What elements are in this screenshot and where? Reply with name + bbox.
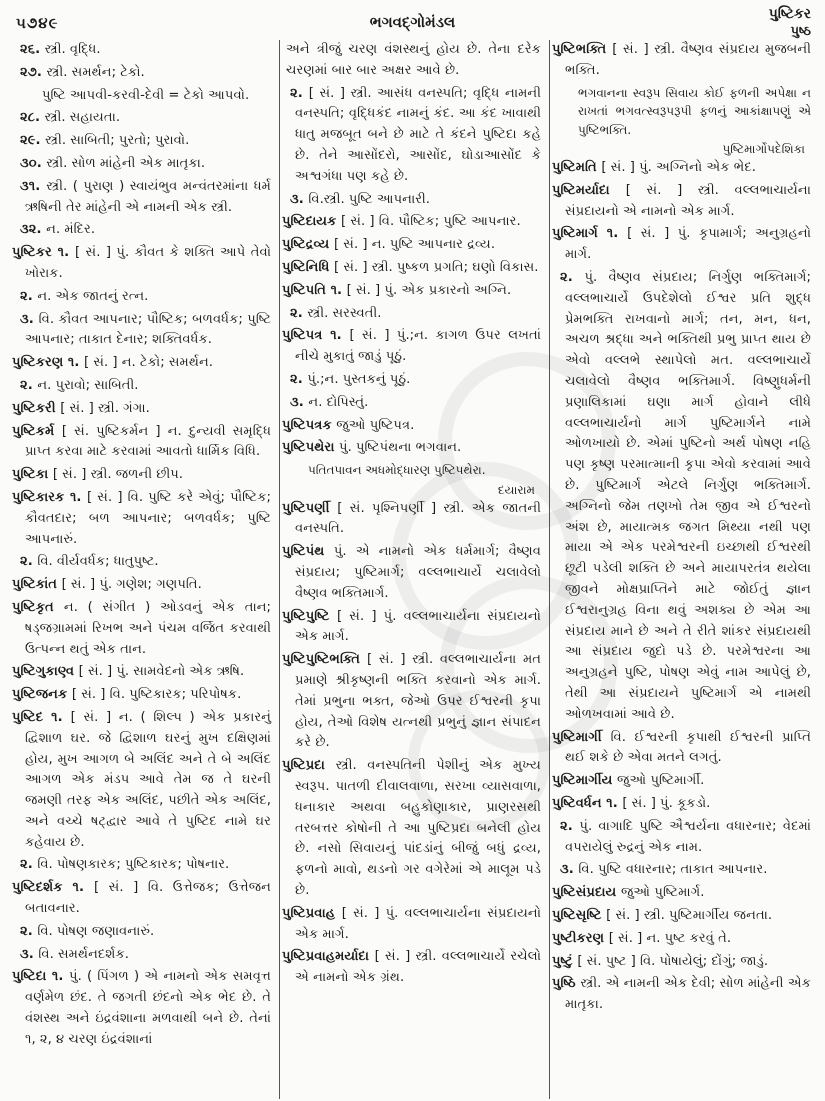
dictionary-sense: ૨. પું.;ન. પુસ્તકનું પૂઠું.: [290, 371, 411, 387]
headword: પુષ્ટિદ ૧.: [12, 709, 71, 725]
dictionary-entry: પુષ્ટિમાર્ગીય જુઓ પુષ્ટિમાર્ગી.: [552, 773, 705, 789]
dictionary-sense: ૩૧. સ્ત્રી. ( પુરાણ ) સ્વાયંભુવ મન્વંતરમાંના ધર્મ ઋષિની તેર માંહેની એ નામની એક સ્ત્રી.: [20, 178, 271, 215]
headword: ૨૯.: [20, 133, 46, 149]
dictionary-entry: પુષ્ટિમાર્ગી વિ. ઈશ્વરની કૃપાથી ઈશ્વરની પ્રાપ્તિ થઈ શકે છે એવા મતને લગતું.: [552, 729, 811, 766]
citation-attribution: દયારામ: [497, 482, 535, 497]
headword: ૨.: [20, 288, 38, 304]
headword: પુષ્ટિમર્યાદા: [552, 182, 626, 198]
dictionary-sense: ૨. સ્ત્રી. સરસ્વતી.: [290, 305, 382, 321]
dictionary-entry: પુષ્ટિદર્શક ૧. [ સં. ] વિ. ઉત્તેજક; ઉત્તેજન બતાવનાર.: [12, 880, 271, 917]
dictionary-entry: પુષ્ટિપતિ ૧. [ સં. ] પું. એક પ્રકારનો અગ્નિ.: [282, 282, 512, 298]
dictionary-entry: પુષ્ટિસૃષ્ટિ [ સં. ] સ્ત્રી. પુષ્ટિમાર્ગીય જનતા.: [552, 907, 773, 923]
dictionary-entry: પુષ્ટિકર ૧. [ સં. ] પું. કૌવત કે શક્તિ આપે તેવો ખોરાક.: [12, 245, 271, 281]
headword: ૨.: [290, 371, 308, 387]
headword: પુષ્ટિમાર્ગી: [552, 729, 611, 745]
headword: ૨.: [290, 305, 308, 321]
dictionary-entry: પુષ્ટિકા [ સં. ] સ્ત્રી. જળની છીપ.: [12, 467, 183, 483]
dictionary-entry: પુષ્ટિજનક [ સં. ] વિ. પુષ્ટિકારક; પરિપોષક.: [12, 687, 242, 703]
headword: ૨૭.: [20, 64, 47, 80]
dictionary-sense: ૨. વિ. પોષણ જણાવનારું.: [20, 923, 155, 939]
dictionary-sense: ૨. ન. પુરાવો; સાબિતી.: [20, 377, 139, 393]
dictionary-sense: ૩. વિ.સ્ત્રી. પુષ્ટિ આપનારી.: [290, 191, 430, 207]
dictionary-sense: ૩. વિ. સમર્થનદર્શક.: [20, 946, 129, 962]
headword: ૨.: [20, 923, 38, 939]
column-2: [280, 40, 549, 1099]
dictionary-sense: ૩. ન. દોપિસ્તું.: [290, 394, 369, 410]
headword: પુષ્ટિકર ૧.: [12, 245, 75, 261]
headword: પુષ્ટિપુષ્ટિ: [282, 608, 337, 624]
headword: પુષ્ટિનિધિ: [282, 259, 334, 275]
headword: ૨.: [20, 554, 38, 570]
dictionary-entry: પુષ્ટિપુષ્ટિભક્તિ [ સં. ] સ્ત્રી. વલ્લભાચાર્યના મત પ્રમાણે શ્રીકૃષ્ણની ભક્તિ કરવાનો એક માર્ગ. તેમાં પ્રભુના ભક્ત, જેઓ ઉપર ઈશ્વરની કૃપા હોય, તેઓ વિશેષ યત્નથી પ્રભુનું જ્ઞાન સંપાદન કરે છે.: [282, 652, 541, 751]
headword: પુષ્ટિમાર્ગીય: [552, 773, 618, 789]
headword: પુષ્ટિદ્રવ્ય: [282, 237, 334, 253]
dictionary-cont: અને ત્રીજું ચરણ વંશસ્થનું હોય છે. તેના દરેક ચરણમાં બાર બાર અક્ષર આવે છે.: [286, 42, 541, 78]
headword: પુષ્ટિપત્ર ૧.: [282, 328, 350, 344]
column-3: [550, 40, 819, 1099]
page-number: ૫૭૪૯: [16, 14, 59, 32]
headword: પુષ્ટિકર્મ: [12, 423, 62, 439]
headword: ૩.: [290, 394, 309, 410]
headword: ૨.: [20, 857, 38, 873]
headword: પુષ્ટીકરણ: [552, 930, 609, 946]
headword: પુષ્ટિદર્શક ૧.: [12, 880, 94, 896]
dictionary-columns: [10, 40, 819, 1099]
headword: પુષ્ટિપ્રવાહમર્યાદા: [282, 949, 375, 965]
headword: પુષ્ટિપ્રવાહ: [282, 905, 342, 921]
dictionary-entry: પુષ્ટિપુષ્ટિ [ સં. ] પું. વલ્લભાચાર્યના સંપ્રદાયનો એક માર્ગ.: [282, 608, 541, 645]
citation-quote: પતિતપાવન અધમોદ્ધારણ પુષ્ટિપથેરા.: [308, 463, 486, 478]
dictionary-sense: ૨. પું. વાગાદિ પુષ્ટિ ઐશ્વર્યના વધારનાર; વેદમાં વપરાયેલું રુદ્રનું એક નામ.: [560, 818, 811, 855]
dictionary-entry: પુષ્ટિપત્ર ૧. [ સં. ] પું.;ન. કાગળ ઉપર લખતાં નીચે મુકાતું જાડું પૂઠું.: [282, 328, 541, 365]
headword: પુષ્ટિપત્રક: [282, 417, 337, 433]
headword: પુષ્ટિપુષ્ટિભક્તિ: [282, 652, 368, 668]
dictionary-entry: પુષ્ટિકારક ૧. [ સં. ] વિ. પુષ્ટિ કરે એવું; પૌષ્ટિક; કૌવતદાર; બળ આપનાર; બળવર્ધક; પુષ્ટિ આપનારું.: [12, 489, 271, 547]
dictionary-sense: ૨૬. સ્ત્રી. વૃદ્ધિ.: [20, 42, 101, 57]
dictionary-sense: ૩૦. સ્ત્રી. સોળ માંહેની એક માતૃકા.: [20, 155, 206, 171]
dictionary-sense: ૩. વિ. કૌવત આપનાર; પૌષ્ટિક; બળવર્ધક; પુષ્ટિ આપનાર; તાકાત દેનાર; શક્તિવર્ધક.: [20, 311, 272, 348]
dictionary-entry: પુષ્ટિકરણ ૧. [ સં. ] ન. ટેકો; સમર્થન.: [12, 355, 213, 371]
dictionary-entry: પુષ્ટિપ્રવાહ [ સં. ] પું. વલ્લભાચાર્યના સંપ્રદાયનો એક માર્ગ.: [282, 905, 542, 942]
headword: પુષ્ટિકાંત: [12, 577, 62, 593]
dictionary-entry: પુષ્ટિગુકાણ્વ [ સં. ] પું. સામવેદનો એક ઋષિ.: [12, 664, 245, 680]
dictionary-sense: ૨. વિ. પોષણકારક; પુષ્ટિકારક; પોષનાર.: [20, 857, 230, 873]
dictionary-entry: પુષ્ટિપર્ણી [ સં. પૃશ્નિપર્ણી ] સ્ત્રી. એક જાતની વનસ્પતિ.: [282, 500, 541, 537]
headword: પુષ્ટિભક્તિ: [552, 42, 613, 57]
dictionary-entry: પુષ્ટિપંથ પું. એ નામનો એક ધર્મમાર્ગ; વૈષ્ણવ સંપ્રદાય; પુષ્ટિમાર્ગ; વલ્લભાચાર્યે ચલાવેલો વૈષ્ણવ ભક્તિમાર્ગ.: [282, 544, 541, 601]
catchwords: [769, 6, 811, 40]
headword: પુષ્ટિમાર્ગ ૧.: [552, 226, 628, 242]
dictionary-sense: ૨૯. સ્ત્રી. સાબિતી; પુરતો; પુરાવો.: [20, 133, 190, 149]
citation-quote: ભગવાનના સ્વરૂપ સિવાય કોઈ ફળની અપેક્ષા ન રાખતાં ભગવત્સ્વરૂપરૂપી ફળનું આકાંક્ષાપણું એ પુષ્ટિભક્તિ.: [578, 85, 811, 137]
dictionary-entry: પુષ્ટું [ સં. પુષ્ટ ] વિ. પોષાયેલું; દોંગું; જાડું.: [552, 953, 769, 969]
headword: ૨.: [560, 818, 580, 834]
dictionary-entry: પુષ્ટિભક્તિ [ સં. ] સ્ત્રી. વૈષ્ણવ સંપ્રદાય મુજબની ભક્તિ.: [552, 42, 811, 78]
headword: ૩.: [560, 862, 579, 878]
dictionary-entry: પુષ્ટિમતિ [ સં. ] પું. અગ્નિનો એક ભેદ.: [552, 160, 756, 176]
headword: પુષ્ટિપ્રદા: [282, 758, 336, 774]
dictionary-entry: પુષ્ઠિ સ્ત્રી. એ નામની એક દેવી; સોળ માંહેની એક માતૃકા.: [552, 976, 811, 1013]
dictionary-sense: ૨૮. સ્ત્રી. સહાયતા.: [20, 110, 121, 126]
dictionary-entry: પુષ્ટિકૃત ન. ( સંગીત ) ઓડવનું એક તાન; ષડ્જગ્રામમાં રિખભ અને પંચમ વર્જિત કરવાથી ઉત્પન્ન થતું એક તાન.: [12, 599, 272, 657]
dictionary-sense: ૩. વિ. પુષ્ટિ વધારનાર; તાકાત આપનાર.: [560, 862, 768, 878]
dictionary-entry: પુષ્ટિકર્મ [ સં. પુષ્ટિકર્મન ] ન. દુન્યવી સમૃદ્ધિ પ્રાપ્ત કરવા માટે કરવામાં આવતો ધાર્મિક વિધિ.: [12, 423, 271, 460]
dictionary-entry: પુષ્ટિદ્રવ્ય [ સં. ] ન. પુષ્ટિ આપનાર દ્રવ્ય.: [282, 237, 496, 253]
headword: પુષ્ટિપર્ણી: [282, 500, 338, 516]
dictionary-entry: પુષ્ટિકરી [ સં. ] સ્ત્રી. ગંગા.: [12, 400, 150, 416]
headword: પુષ્ટિસંપ્રદાય: [552, 885, 621, 901]
headword: પુષ્ટિપથેરા: [282, 440, 340, 456]
headword: પુષ્ટિદા ૧.: [12, 969, 70, 985]
dictionary-entry: પુષ્ટિપ્રદા સ્ત્રી. વનસ્પતિની પેશીનું એક મુખ્ય સ્વરૂપ. પાતળી દીવાલવાળા, સરખા વ્યાસવાળા, ધનાકાર અથવા બહુકોણાકાર, પ્રાણરસથી તરબત્તર કોષોની તે આ પુષ્ટિપ્રદા બનેલી હોય છે. નસો સિવાયનું પાંદડાંનું બીજું બધું દ્રવ્ય, ફળનો માવો, થડનો ગર વગેરેમાં એ માલૂમ પડે છે.: [282, 758, 541, 898]
headword: ૩.: [290, 191, 309, 207]
dictionary-entry: પુષ્ટિકાંત [ સં. ] પું. ગણેશ; ગણપતિ.: [12, 577, 202, 593]
dictionary-sense: ૨. પું. વૈષ્ણવ સંપ્રદાય; નિર્ગુણ ભક્તિમાર્ગ; વલ્લભાચાર્યે ઉપદેશેલો ઈશ્વર પ્રતિ શુદ્ધ પ્રેમભક્તિ રાખવાનો માર્ગ; તન, મન, ધન, અચળ શ્રદ્ધા અને ભક્તિથી પ્રભુ પ્રાપ્ત થાય છે એવો વલ્લભે સ્થાપેલો મત. વલ્લભાચાર્યે ચલાવેલો વૈષ્ણવ ભક્તિમાર્ગ. વિષ્ણુધર્મની પ્રણાલિકામાં ઘણા માર્ગ હોવાને લીધે વલ્લભાચાર્યનો માર્ગ પુષ્ટિમાર્ગને નામે ઓળખાયો છે. એમાં પુષ્ટિનો અર્થ પોષણ નહિ પણ કૃષ્ણ પરમાત્માની કૃપા એવો કરવામાં આવે છે. પુષ્ટિમાર્ગ એટલે નિર્ગુણ ભક્તિમાર્ગ. અગ્નિનો જેમ તણખો તેમ જીવ એ ઈશ્વરનો અંશ છે, માયાત્મક જગત મિથ્યા નથી પણ માયા એ એક પરમેશ્વરની ઇચ્છાથી ઈશ્વરથી છૂટી પડેલી શક્તિ છે અને માયાપરતંત્ર થયેલા જીવને મોક્ષપ્રાપ્તિને માટે જોઈતું જ્ઞાન ઈશ્વરાનુગ્રહ વિના થવું અશક્ય છે એમ આ સંપ્રદાય માને છે અને તે રીતે શાંકર સંપ્રદાયથી આ સંપ્રદાય જુદો પડે છે. પરમેશ્વરના આ અનુગ્રહને પુષ્ટિ, પોષણ એવું નામ આપેલું છે, તેથી આ સંપ્રદાયને પુષ્ટિમાર્ગ એ નામથી ઓળખવામાં આવે છે.: [560, 270, 811, 722]
headword: પુષ્ટું: [552, 953, 578, 969]
dictionary-sense: ૨. ન. એક જાતનું રત્ન.: [20, 288, 149, 304]
dictionary-entry: પુષ્ટીકરણ [ સં. ] ન. પુષ્ટ કરવું તે.: [552, 930, 732, 946]
headword: પુષ્ટિકરી: [12, 400, 61, 416]
catchword-last: પુષ્ઠ: [790, 24, 811, 39]
headword: ૨.: [290, 85, 309, 101]
headword: પુષ્ઠિ: [552, 976, 581, 992]
headword: ૨.: [20, 377, 38, 393]
dictionary-entry: પુષ્ટિમર્યાદા [ સં. ] સ્ત્રી. વલ્લભાચાર્યના સંપ્રદાયનો એ નામનો એક માર્ગ.: [552, 182, 811, 219]
book-title: ભગવદ્ગોમંડલ: [369, 13, 456, 31]
dictionary-entry: પુષ્ટિપત્રક જુઓ પુષ્ટિપત્ર.: [282, 417, 415, 433]
headword: પુષ્ટિકૃત: [12, 599, 64, 615]
dictionary-entry: પુષ્ટિવર્ધન ૧. [ સં. ] પું. કૂકડો.: [552, 796, 711, 811]
catchword-first: પુષ્ટિકર: [768, 6, 811, 22]
dictionary-sense: ૨૭. સ્ત્રી. સમર્થન; ટેકો.: [20, 64, 145, 80]
dictionary-entry: પુષ્ટિદ ૧. [ સં. ] ન. ( શિલ્પ ) એક પ્રકારનું દ્વિશાળ ઘર. જે દ્વિશાળ ઘરનું મુખ દક્ષિણમાં હોય, મુખ આગળ બે અલિંદ અને તે બે અલિંદ આગળ એક મંડપ આવે તેમ જ તે ઘરની જમણી તરફ એક અલિંદ, પછીતે એક અલિંદ, અને વચ્ચે ષટ્દ્વાર આવે તે પુષ્ટિદ નામે ઘર કહેવાય છે.: [12, 709, 271, 850]
dictionary-entry: પુષ્ટિપથેરા પું. પુષ્ટિપંથના ભગવાન.: [282, 440, 462, 456]
headword: ૨૬.: [20, 42, 45, 57]
dictionary-entry: પુષ્ટિદા ૧. પું. ( પિંગળ ) એ નામનો એક સમવૃત્ત વર્ણમેળ છંદ. તે જગતી છંદનો એક ભેદ છે. તે વંશસ્થ અને ઇંદ્રવંશાના મળવાથી બને છે. તેનાં ૧, ૨, ૪ ચરણ ઇંદ્રવંશાનાં: [12, 969, 271, 1047]
headword: ૩૨.: [20, 222, 47, 238]
dictionary-entry: પુષ્ટિમાર્ગ ૧. [ સં. ] પું. કૃપામાર્ગ; અનુગ્રહનો માર્ગ.: [552, 226, 811, 263]
headword: ૩૦.: [20, 155, 47, 171]
headword: પુષ્ટિવર્ધન ૧.: [552, 796, 623, 811]
headword: પુષ્ટિકા: [12, 467, 53, 483]
dictionary-sense: ૨. વિ. વીર્યવર્ધક; ધાતુપુષ્ટ.: [20, 554, 159, 570]
column-1: [10, 40, 279, 1099]
headword: પુષ્ટિગુકાણ્વ: [12, 664, 79, 680]
dictionary-idiom: પુષ્ટિ આપવી-કરવી-દેવી = ટેકો આપવો.: [42, 87, 250, 103]
dictionary-entry: પુષ્ટિપ્રવાહમર્યાદા [ સં. ] સ્ત્રી. વલ્લભાચાર્યે રચેલો એ નામનો એક ગ્રંથ.: [282, 949, 541, 986]
headword: પુષ્ટિકરણ ૧.: [12, 355, 84, 371]
headword: પુષ્ટિજનક: [12, 687, 72, 703]
citation-attribution: પુષ્ટિમાર્ગોપદેશિકા: [722, 142, 805, 157]
headword: ૨૮.: [20, 110, 45, 126]
headword: પુષ્ટિપતિ ૧.: [282, 282, 347, 298]
headword: ૩.: [20, 946, 39, 962]
dictionary-sense: ૩૨. ન. મંદિર.: [20, 222, 96, 238]
dictionary-entry: પુષ્ટિનિધિ [ સં. ] સ્ત્રી. પુષ્કળ પ્રગતિ; ઘણો વિકાસ.: [282, 259, 539, 275]
dictionary-entry: પુષ્ટિદાયક [ સં. ] વિ. પૌષ્ટિક; પુષ્ટિ આપનાર.: [282, 214, 521, 230]
headword: પુષ્ટિકારક ૧.: [12, 489, 87, 505]
headword: ૩.: [20, 311, 39, 327]
headword: ૩૧.: [20, 178, 47, 194]
dictionary-entry: પુષ્ટિસંપ્રદાય જુઓ પુષ્ટિમાર્ગ.: [552, 885, 705, 901]
headword: પુષ્ટિમતિ: [552, 160, 602, 176]
dictionary-sense: ૨. [ સં. ] સ્ત્રી. આસંધ વનસ્પતિ; વૃદ્ધિ નામની વનસ્પતિ; વૃદ્ધિકંદ નામનું કંદ. આ કંદ ખાવાથી ધાતુ મજબૂત બને છે માટે તે કંદને પુષ્ટિદા કહે છે. તેને આસોંદરો, આસોંદ, ઘોડાઆસોંદ કે અશ્વગંધા પણ કહે છે.: [290, 85, 541, 184]
headword: ૨.: [560, 270, 585, 286]
headword: પુષ્ટિસૃષ્ટિ: [552, 907, 607, 923]
headword: પુષ્ટિપંથ: [282, 544, 334, 560]
headword: પુષ્ટિદાયક: [282, 214, 342, 230]
